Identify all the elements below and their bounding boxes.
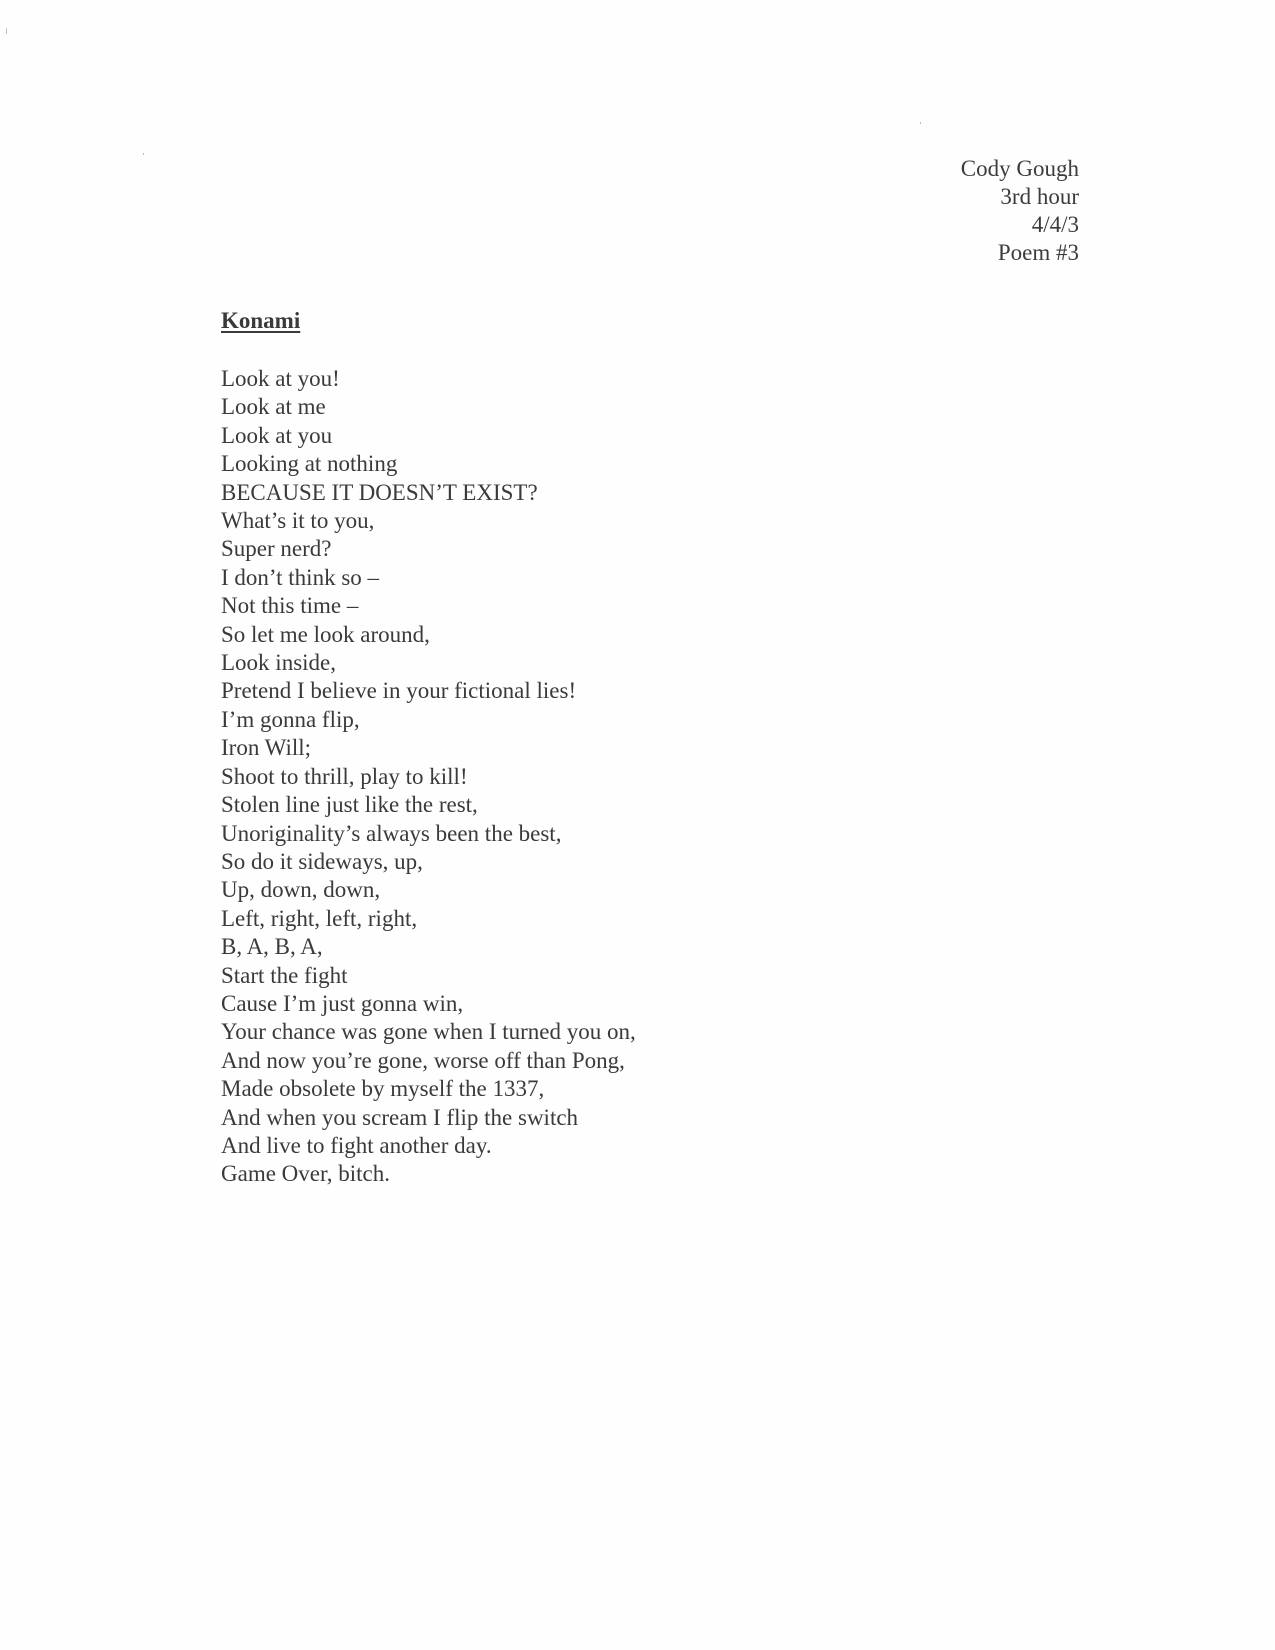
poem-line: Pretend I believe in your fictional lies! [221,678,577,704]
poem-line: Unoriginality’s always been the best, [221,820,562,846]
student-header [961,155,1079,267]
date: 4/4/3 [1031,212,1079,237]
scan-speck [6,28,7,34]
class-hour: 3rd hour [1000,184,1079,209]
poem-line: Iron Will; [221,735,312,761]
poem-line: BECAUSE IT DOESN’T EXIST? [221,479,538,505]
poem-line: And now you’re gone, worse off than Pong, [221,1047,625,1073]
poem-title: Konami [221,308,301,333]
poem-line: Look inside, [221,650,336,676]
scan-speck [920,122,921,124]
scan-speck [143,153,144,155]
poem-line: So let me look around, [221,621,430,647]
poem-line: Look at you! [221,366,340,391]
poem-line: Made obsolete by myself the 1337, [221,1076,545,1102]
poem-line: And live to fight another day. [221,1132,492,1158]
poem-line: I don’t think so – [221,564,380,590]
poem-line: Looking at nothing [221,451,398,477]
poem-line: Cause I’m just gonna win, [221,990,464,1016]
poem-line: So do it sideways, up, [221,848,423,874]
poem-body [221,365,636,1189]
poem-line: Look at me [221,394,326,420]
poem-line: Stolen line just like the rest, [221,792,478,818]
poem-line: B, A, B, A, [221,934,323,960]
poem-line: I’m gonna flip, [221,706,360,732]
poem-line: Your chance was gone when I turned you on, [221,1019,636,1045]
poem-line: Start the fight [221,962,348,988]
poem-line: What’s it to you, [221,508,375,534]
poem-line: And when you scream I flip the switch [221,1104,579,1130]
poem-line: Look at you [221,422,333,448]
poem-line: Up, down, down, [221,877,381,903]
poem-line: Super nerd? [221,536,332,562]
poem-line: Game Over, bitch. [221,1161,390,1187]
student-name: Cody Gough [960,156,1079,181]
poem-number: Poem #3 [997,240,1079,265]
poem-line: Shoot to thrill, play to kill! [221,763,468,789]
poem-line: Left, right, left, right, [221,905,418,931]
poem-line: Not this time – [221,593,359,619]
